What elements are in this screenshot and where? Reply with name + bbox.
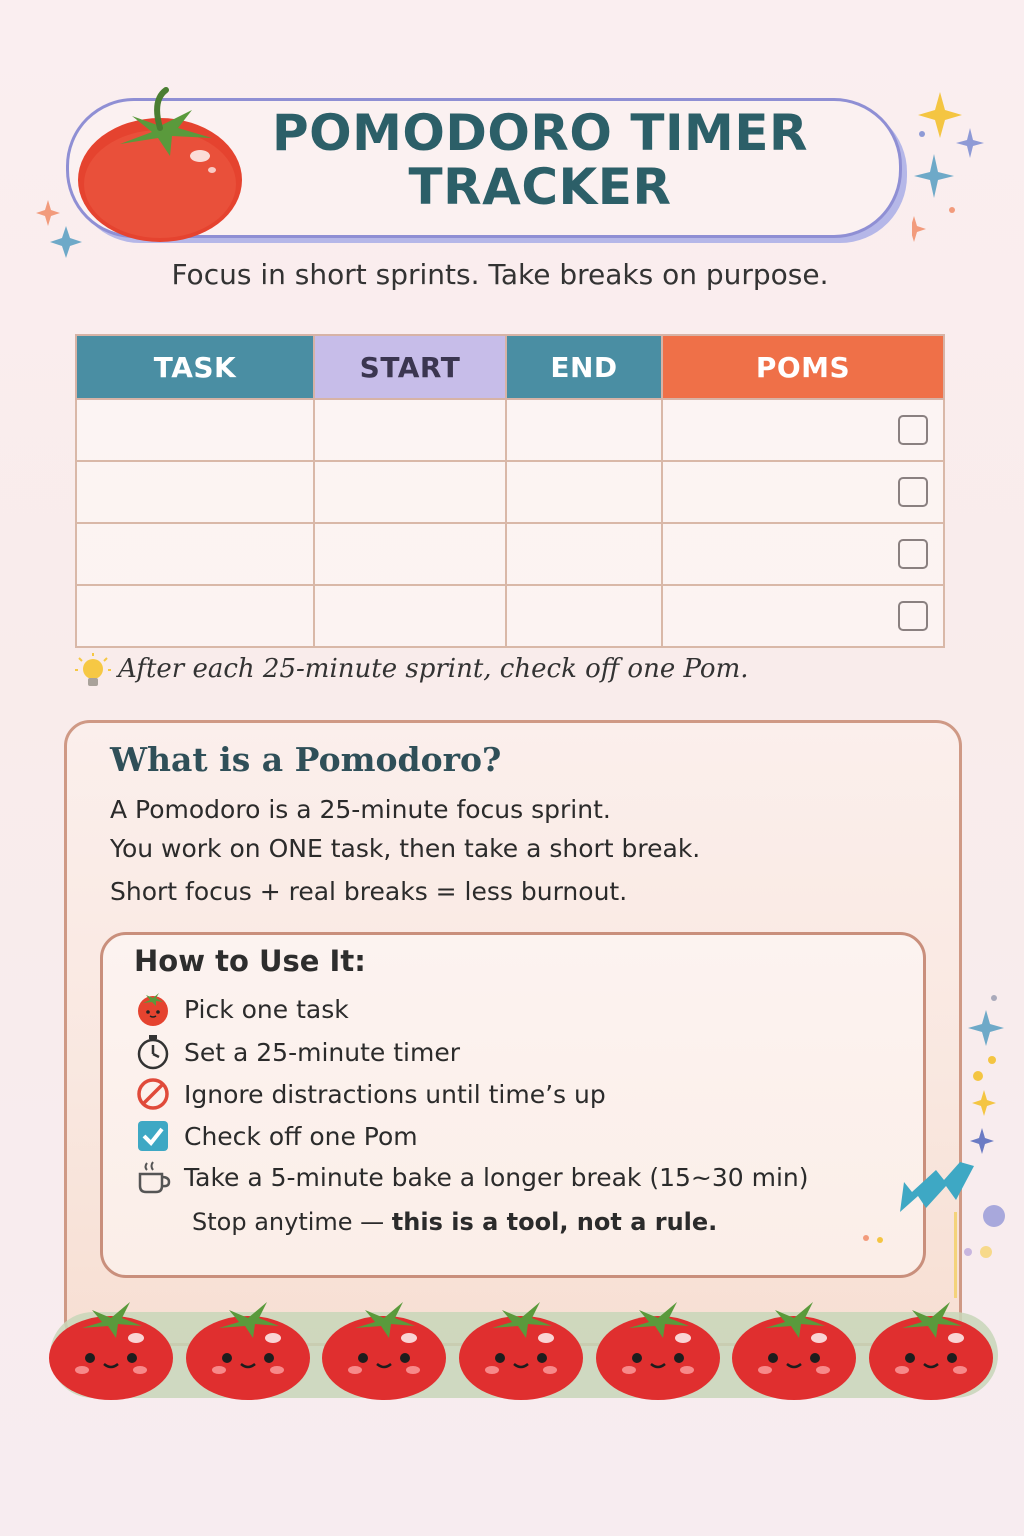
info-heading: What is a Pomodoro? <box>110 740 502 779</box>
smiling-tomato-icon <box>456 1296 586 1404</box>
table-row <box>76 585 944 647</box>
smiling-tomato-icon <box>46 1296 176 1404</box>
list-item <box>134 990 349 1028</box>
tracker-table <box>75 334 945 648</box>
pom-checkbox[interactable] <box>898 477 928 507</box>
smiling-tomato-icon <box>866 1296 996 1404</box>
sparkle-icon <box>912 90 992 250</box>
list-item-text: Check off one Pom <box>184 1121 418 1151</box>
list-item-text: Take a 5-minute bake a longer break (15~30 min) <box>184 1162 809 1192</box>
pom-checkbox[interactable] <box>898 539 928 569</box>
sparkle-icon <box>36 196 86 262</box>
smiling-tomato-icon <box>183 1296 313 1404</box>
poms-cell <box>662 523 944 585</box>
no-sign-icon <box>134 1075 172 1113</box>
start-cell[interactable] <box>314 585 506 647</box>
smiling-tomato-icon <box>319 1296 449 1404</box>
page-title <box>250 106 830 214</box>
how-to-heading: How to Use It: <box>134 944 366 978</box>
tomato-logo-icon <box>72 86 250 246</box>
end-cell[interactable] <box>506 585 662 647</box>
info-line: A Pomodoro is a 25-minute focus sprint. <box>110 795 611 824</box>
end-cell[interactable] <box>506 461 662 523</box>
sparkle-doodle-icon <box>860 990 1010 1300</box>
stopwatch-icon <box>134 1033 172 1071</box>
tomato-icon <box>134 990 172 1028</box>
column-header-end: END <box>506 335 662 399</box>
smiling-tomato-icon <box>593 1296 723 1404</box>
start-cell[interactable] <box>314 461 506 523</box>
end-cell[interactable] <box>506 523 662 585</box>
task-cell[interactable] <box>76 399 314 461</box>
stop-note <box>192 1208 717 1236</box>
pom-checkbox[interactable] <box>898 415 928 445</box>
start-cell[interactable] <box>314 399 506 461</box>
lightbulb-icon <box>74 652 112 692</box>
tip-text: After each 25-minute sprint, check off one Pom. <box>118 654 749 684</box>
list-item-text: Ignore distractions until time’s up <box>184 1079 606 1109</box>
end-cell[interactable] <box>506 399 662 461</box>
list-item <box>134 1158 809 1196</box>
title-line-1: POMODORO TIMER <box>272 104 808 162</box>
tomato-row <box>46 1296 996 1406</box>
smiling-tomato-icon <box>729 1296 859 1404</box>
stop-note-prefix: Stop anytime — <box>192 1208 392 1236</box>
task-cell[interactable] <box>76 523 314 585</box>
title-line-2: TRACKER <box>408 158 672 216</box>
checkbox-checked-icon <box>134 1117 172 1155</box>
task-cell[interactable] <box>76 585 314 647</box>
list-item-text: Pick one task <box>184 994 349 1024</box>
subtitle: Focus in short sprints. Take breaks on purpose. <box>171 258 829 291</box>
list-item-text: Set a 25-minute timer <box>184 1037 460 1067</box>
start-cell[interactable] <box>314 523 506 585</box>
list-item <box>134 1075 606 1113</box>
task-cell[interactable] <box>76 461 314 523</box>
list-item <box>134 1033 460 1071</box>
list-item <box>134 1117 418 1155</box>
info-line: Short focus + real breaks = less burnout. <box>110 877 628 906</box>
column-header-start: START <box>314 335 506 399</box>
poms-cell <box>662 461 944 523</box>
coffee-cup-icon <box>134 1158 172 1196</box>
table-row <box>76 399 944 461</box>
info-line: You work on ONE task, then take a short break. <box>110 834 701 863</box>
stop-note-bold: this is a tool, not a rule. <box>391 1208 718 1236</box>
table-row <box>76 523 944 585</box>
column-header-poms: POMS <box>662 335 944 399</box>
poms-cell <box>662 399 944 461</box>
column-header-task: TASK <box>76 335 314 399</box>
table-row <box>76 461 944 523</box>
poms-cell <box>662 585 944 647</box>
pom-checkbox[interactable] <box>898 601 928 631</box>
